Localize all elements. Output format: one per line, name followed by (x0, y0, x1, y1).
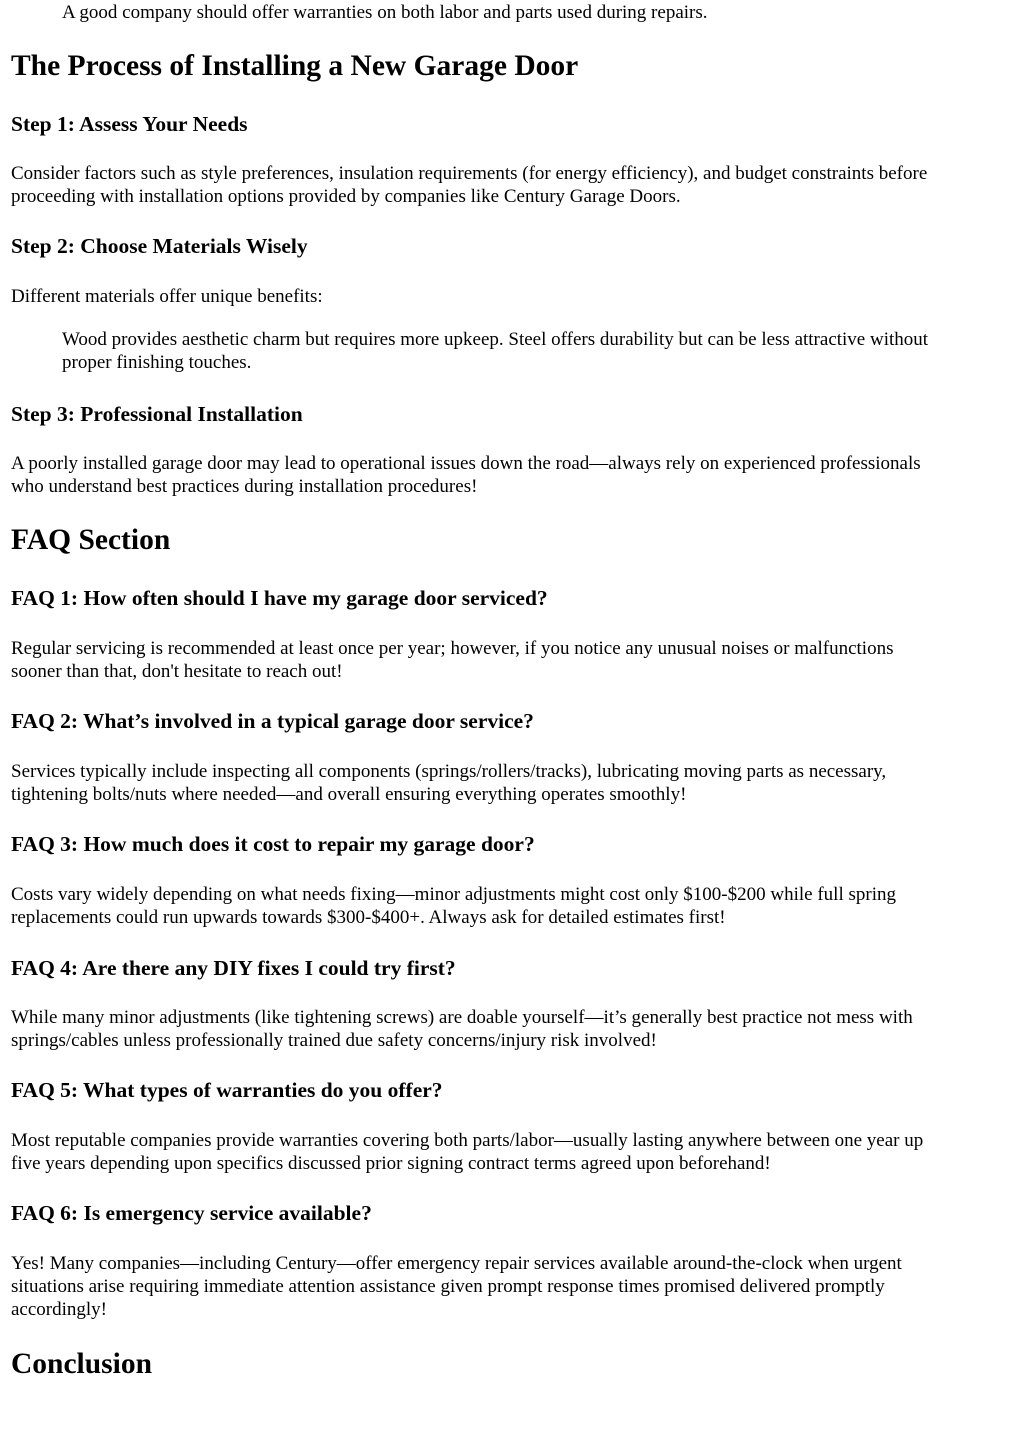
faq-6-answer-line: situations arise requiring immediate attention assistance given prompt response times promised delivered promptly (11, 1276, 885, 1297)
faq-5-answer (11, 1129, 923, 1175)
faq-1-question: FAQ 1: How often should I have my garage door serviced? (11, 586, 548, 610)
faq-4-answer (11, 1006, 913, 1052)
installation-process-heading: The Process of Installing a New Garage Door (11, 50, 579, 82)
faq-5-answer-line: five years depending upon specifics discussed prior signing contract terms agreed upon beforehand! (11, 1153, 771, 1174)
step-1-paragraph (11, 162, 927, 208)
faq-1-answer-line: sooner than that, don't hesitate to reach out! (11, 661, 343, 682)
materials-blockquote (62, 328, 928, 374)
faq-2-answer (11, 760, 886, 806)
faq-section-heading: FAQ Section (11, 524, 171, 556)
faq-5-answer-line: Most reputable companies provide warranties covering both parts/labor—usually lasting anywhere between one year up (11, 1130, 924, 1151)
faq-3-question: FAQ 3: How much does it cost to repair my garage door? (11, 832, 535, 856)
faq-3-answer-line: replacements could run upwards towards $300-$400+. Always ask for detailed estimates first! (11, 907, 726, 928)
step-3-line-2: who understand best practices during installation procedures! (11, 476, 478, 497)
step-3-line-1: A poorly installed garage door may lead to operational issues down the road—always rely on experienced professionals (11, 453, 921, 474)
step-1-line-2: proceeding with installation options provided by companies like Century Garage Doors. (11, 186, 681, 207)
faq-4-question: FAQ 4: Are there any DIY fixes I could try first? (11, 956, 456, 980)
step-3-heading: Step 3: Professional Installation (11, 402, 303, 426)
faq-6-answer-line: accordingly! (11, 1299, 108, 1320)
conclusion-heading: Conclusion (11, 1348, 152, 1380)
materials-line-2: proper finishing touches. (62, 352, 252, 373)
faq-4-answer-line: While many minor adjustments (like tightening screws) are doable yourself—it’s generally best practice not mess with (11, 1007, 913, 1028)
step-1-line-1: Consider factors such as style preferences, insulation requirements (for energy efficiency), and budget constraints before (11, 163, 928, 184)
step-2-paragraph: Different materials offer unique benefits: (11, 286, 323, 307)
faq-5-question: FAQ 5: What types of warranties do you offer? (11, 1078, 443, 1102)
faq-6-answer (11, 1252, 902, 1321)
faq-1-answer (11, 637, 893, 683)
faq-1-answer-line: Regular servicing is recommended at least once per year; however, if you notice any unusual noises or malfunctions (11, 638, 894, 659)
warranty-note: A good company should offer warranties on both labor and parts used during repairs. (62, 2, 708, 23)
faq-3-answer-line: Costs vary widely depending on what needs fixing—minor adjustments might cost only $100-$200 while full spring (11, 884, 896, 905)
faq-6-answer-line: Yes! Many companies—including Century—offer emergency repair services available around-the-clock when urgent (11, 1253, 902, 1274)
faq-3-answer (11, 883, 896, 929)
faq-2-question: FAQ 2: What’s involved in a typical garage door service? (11, 709, 534, 733)
step-1-heading: Step 1: Assess Your Needs (11, 112, 248, 136)
step-3-paragraph (11, 452, 921, 498)
materials-line-1: Wood provides aesthetic charm but requires more upkeep. Steel offers durability but can be less attractive without (62, 329, 929, 350)
faq-6-question: FAQ 6: Is emergency service available? (11, 1201, 372, 1225)
faq-2-answer-line: tightening bolts/nuts where needed—and overall ensuring everything operates smoothly! (11, 784, 687, 805)
step-2-heading: Step 2: Choose Materials Wisely (11, 234, 308, 258)
faq-2-answer-line: Services typically include inspecting all components (springs/rollers/tracks), lubricating moving parts as necessary, (11, 761, 887, 782)
faq-4-answer-line: springs/cables unless professionally trained due safety concerns/injury risk involved! (11, 1030, 657, 1051)
